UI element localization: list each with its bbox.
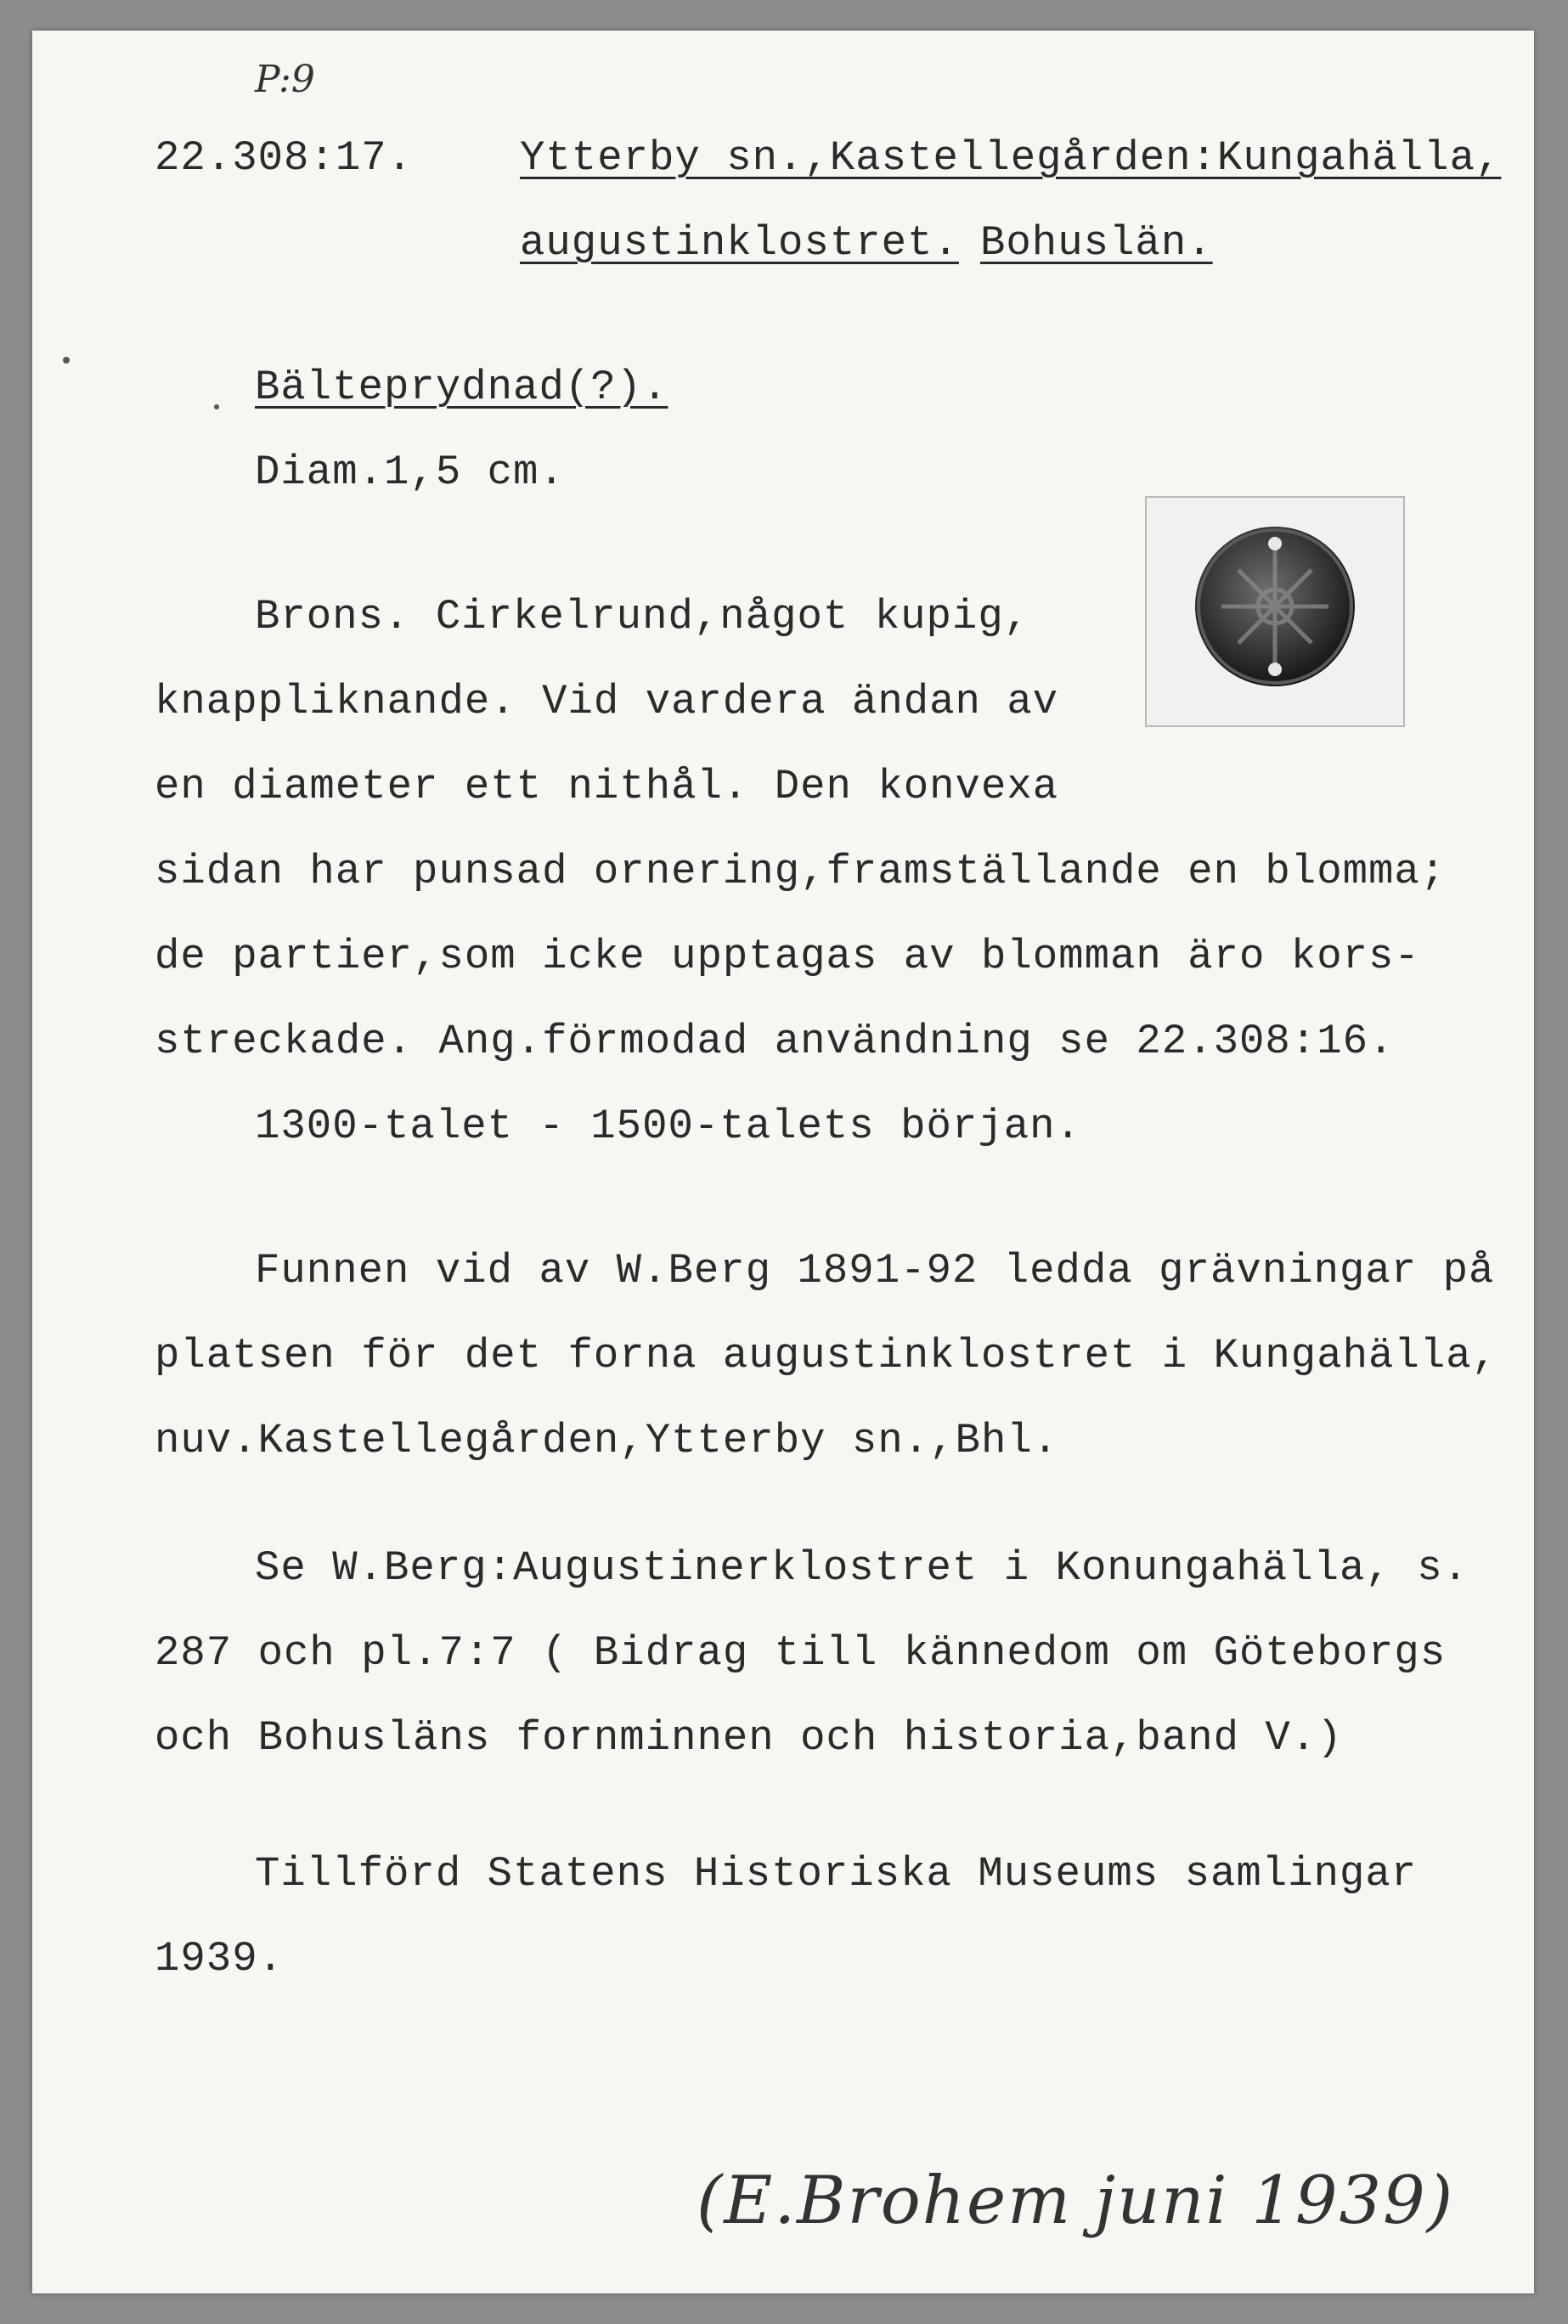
location-line-2b: Bohuslän.: [980, 219, 1213, 267]
description-line: Brons. Cirkelrund,något kupig,: [255, 593, 1030, 640]
acquisition-line: Tillförd Statens Historiska Museums samlingar: [255, 1850, 1418, 1898]
find-context-line: nuv.Kastellegården,Ytterby sn.,Bhl.: [155, 1417, 1059, 1464]
dimension: Diam.1,5 cm.: [255, 448, 565, 496]
dating: 1300-talet - 1500-talets början.: [255, 1103, 1081, 1150]
location-line-1: Ytterby sn.,Kastellegården:Kungahälla,: [520, 134, 1502, 182]
description-line: streckade. Ang.förmodad användning se 22.308:16.: [155, 1018, 1395, 1065]
object-photo: [1145, 496, 1405, 727]
catalog-number: 22.308:17.: [155, 134, 414, 182]
description-line: sidan har punsad ornering,framställande en blomma;: [155, 848, 1447, 895]
signature: (E.Brohem juni 1939): [697, 2163, 1455, 2239]
stain-dot: [214, 404, 219, 409]
acquisition-line: 1939.: [155, 1935, 285, 1983]
object-name: Bälteprydnad(?).: [255, 364, 668, 411]
bronze-button-image: [1147, 498, 1403, 725]
description-line: de partier,som icke upptagas av blomman äro kors-: [155, 933, 1420, 980]
find-context-line: Funnen vid av W.Berg 1891-92 ledda grävningar på: [255, 1247, 1495, 1295]
find-context-line: platsen för det forna augustinklostret i Kungahälla,: [155, 1332, 1498, 1379]
description-line: knappliknande. Vid vardera ändan av: [155, 678, 1059, 725]
stain-dot: [63, 357, 70, 364]
location-line-2a: augustinklostret.: [520, 219, 959, 267]
description-line: en diameter ett nithål. Den konvexa: [155, 763, 1059, 810]
handwritten-page-number: P:9: [255, 58, 315, 101]
catalog-card: [32, 31, 1534, 2293]
reference-line: och Bohusläns fornminnen och historia,band V.): [155, 1714, 1343, 1762]
reference-line: 287 och pl.7:7 ( Bidrag till kännedom om Göteborgs: [155, 1629, 1447, 1677]
reference-line: Se W.Berg:Augustinerklostret i Konungahälla, s.: [255, 1544, 1469, 1592]
